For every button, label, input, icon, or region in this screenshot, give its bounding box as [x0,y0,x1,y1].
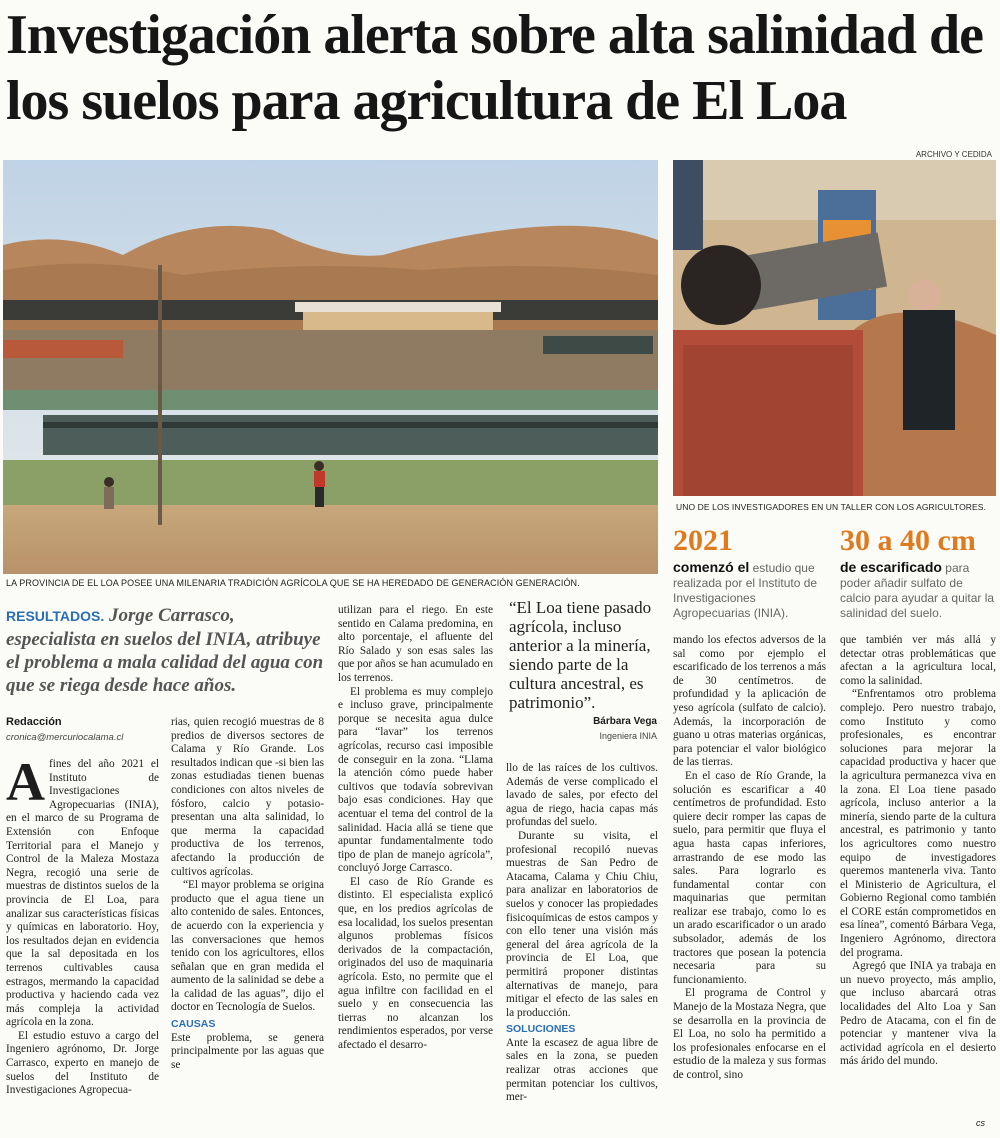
paragraph: llo de las raíces de los cultivos. Además de verse complicado el lavado de sales, por efecto del agua de riego, hacia capas más profundas del suelo. [506,762,658,829]
paragraph: Durante su visita, el profesional recopiló nuevas muestras de San Pedro de Atacama, Calama y Chiu Chiu, para analizar en laboratorios de suelos y conocer las propiedades fisicoquímicas de estos campos y con ello tener una visión más general del área agrícola de la provincia de El Loa, que permitirá proponer distintas alternativas de manejo, para mitigar el efecto de las sales en la producción. [506,829,658,1019]
lede-kicker: RESULTADOS. [6,608,105,624]
stat-text [840,560,996,621]
column-2 [171,716,324,1072]
paragraph: que también ver más allá y detectar otras problemáticas que afectan a la agricultura local, como la salinidad. [840,634,996,687]
column-1 [6,752,159,1098]
side-photo-caption: UNO DE LOS INVESTIGADORES EN UN TALLER CON LOS AGRICULTORES. [676,502,987,512]
quote-author: Bárbara Vega [593,716,657,727]
stat-desc: para poder añadir sulfato de calcio para ayudar a quitar la salinidad del suelo. [840,561,995,620]
paragraph: El estudio estuvo a cargo del Ingeniero agrónomo, Dr. Jorge Carrasco, experto en manejo de suelos del Instituto de Investigaciones Agropecua- [6,1029,159,1097]
column-5 [673,634,826,1083]
paragraph: El programa de Control y Manejo de la Mostaza Negra, que se desarrolla en la provincia de El Loa, no solo ha permitido a los profesionales enfocarse en el estudio de la maleza y sus formas de control, sino [673,987,826,1081]
paragraph: rias, quien recogió muestras de 8 predios de diversos sectores de Calama y Río Grande. Los resultados indican que -si bien las zonas estudiadas tienen buenas condiciones con altos niveles de fósforo, calcio y potasio- presentan una alta salinidad, lo que merma la capacidad productiva de los terrenos, afectando la producción de cultivos agrícolas. [171,716,324,878]
paragraph: El problema es muy complejo e incluso grave, principalmente porque se necesita agua dulce para “lavar” los terrenos agrícolas, recurso casi imposible de conseguir en la zona. “Llama la atención cómo puede haber cultivos que todavía sobrevivan bajo esas condiciones. Hay que acentuar el tema del control de la salinidad. Hacia allá se tiene que apuntar fundamentalmente todo tipo de plan de manejo agrícola”, concluyó Jorge Carrasco. [338,685,493,875]
paragraph: Este problema, se genera principalmente por las aguas que se [171,1031,324,1071]
column-4 [506,762,658,1105]
stat-box-year [673,526,833,621]
paragraph: En el caso de Río Grande, la solución es escarificar a 40 centímetros de profundidad. Esto quiere decir romper las capas de suelo, para permitir que fluya el agua hasta capas inferiores, arrastrando de ese modo las sales. Para lograrlo es fundamental contar con maquinarias que permitan realizar ese trabajo, como lo es un arado escarificador o un arado subsolador, además de los tractores que posean la potencia necesaria para su funcionamiento. [673,769,826,986]
paragraph: utilizan para el riego. En este sentido en Calama predomina, en alto porcentaje, el afluente del Río Salado y son esas sales las que por años se han acumulado en los terrenos. [338,604,493,684]
stat-bold: comenzó el [673,559,750,575]
subhead-soluciones: SOLUCIONES [506,1023,576,1036]
stat-box-depth [840,526,996,621]
stat-text [673,560,833,621]
author-email[interactable]: cronica@mercuriocalama.cl [6,732,124,743]
lede [6,604,324,697]
pull-quote: “El Loa tiene pasado agrícola, incluso anterior a la minería, siendo parte de la cultura ancestral, es patrimonio”. [509,598,652,712]
paragraph: fines del año 2021 el Instituto de Investigaciones Agropecuarias (INIA), en el marco de su Programa de Extensión con Enfoque Territorial para el Manejo y Control de la Maleza Mostaza Negra, recogió una serie de muestras de distintos suelos de la provincia de El Loa, para analizar sus características físicas y químicas en laboratorio. Hoy, los resultados dejan en evidencia que la sal depositada en los terrenos cultivables causa estragos, mermando la capacidad productiva y haciendo cada vez más compleja la actividad agrícola en la zona. [6,758,159,1029]
drop-cap: A [6,752,45,812]
stat-number: 30 a 40 cm [840,524,976,557]
paragraph: Ante la escasez de agua libre de sales en la zona, se pueden realizar otras acciones que permitan potenciar los cultivos, mer- [506,1036,658,1104]
stat-bold: de escarificado [840,559,942,575]
paragraph: El caso de Río Grande es distinto. El especialista explicó que, en los predios agrícolas de esa localidad, los suelos presentan algunos problemas físicos derivados de la compactación, originados del uso de maquinaria agrícola. Esto, no permite que el agua infiltre con facilidad en el suelo y en consecuencia las tierras no alcanzan los rendimientos esperados, por verse afectado el desarro- [338,875,493,1051]
byline: Redacción [6,716,62,728]
headline: Investigación alerta sobre alta salinidad de los suelos para agricultura de El Loa [6,4,984,132]
stat-desc: estudio que realizada por el Instituto de Investigaciones Agropecuarias (INIA). [673,561,818,620]
main-photo [3,160,658,574]
paragraph: Agregó que INIA ya trabaja en un nuevo proyecto, más amplio, que incluso abarcará otras localidades del Alto Loa y San Pedro de Atacama, con el fin de potenciar y mantener viva la actividad agrícola en el desierto más árido del mundo. [840,960,996,1068]
column-3 [338,604,493,1053]
lede-text: Jorge Carrasco, especialista en suelos del INIA, atribuye el problema a mala calidad del agua con que se riega desde hace años. [6,605,324,696]
photo-credit: ARCHIVO Y CEDIDA [915,150,992,159]
paragraph: “Enfrentamos otro problema complejo. Pero nuestro trabajo, como Instituto y como profesionales, es encontrar soluciones para mejorar la capacidad productiva y hacer que la agricultura permanezca viva en la zona. El Loa tiene pasado agrícola, incluso anterior a la minería, siendo parte de la cultura ancestral, es patrimonio y tanto los agricultores como nuestro equipo de investigadores queremos mantenerla viva. Tanto el Ministerio de Agricultura, el Gobierno Regional como también el CORE están comprometidos en esa línea”, comentó Bárbara Vega, Ingeniero Agrónomo, directora del programa. [840,688,996,959]
quote-role: Ingeniera INIA [599,731,657,741]
paragraph: mando los efectos adversos de la sal como por ejemplo el escarificado de los terrenos a más de 30 centímetros. de profundidad y la aplicación de yeso agrícola (sulfato de calcio). Además, la incorporación de guano u otras materias orgánicas, para potenciar el valor biológico de las tierras. [673,634,826,769]
stat-number: 2021 [673,524,733,557]
paragraph: “El mayor problema se origina producto que el agua tiene un alto contenido de sales. Entonces, de acuerdo con la experiencia y las conversaciones que hemos tenido con los agricultores, ellos señalan que en gran medida el aumento de la salinidad se debe a la calidad de las aguas”, dijo el doctor en Tecnología de Suelos. [171,879,324,1014]
column-6 [840,634,996,1069]
side-photo [673,160,996,496]
main-photo-caption: LA PROVINCIA DE EL LOA POSEE UNA MILENARIA TRADICIÓN AGRÍCOLA QUE SE HA HEREDADO DE GENERACIÓN GENERACIÓN. [6,578,580,588]
subhead-causas: CAUSAS [171,1018,216,1031]
end-mark: cs [976,1118,985,1128]
